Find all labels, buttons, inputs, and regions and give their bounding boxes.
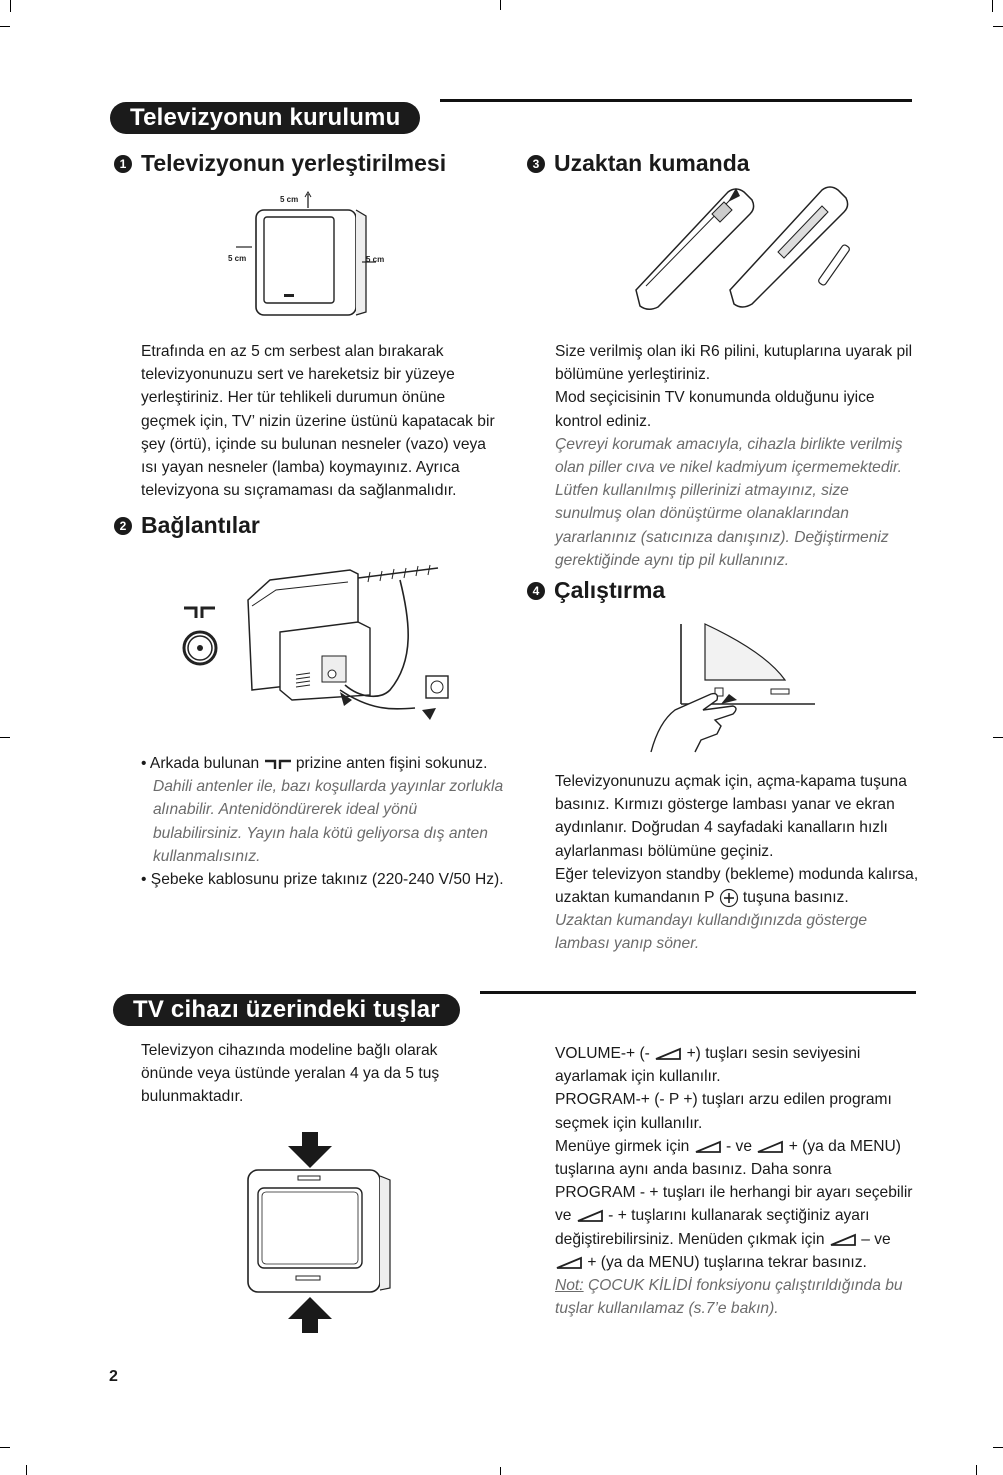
tv-buttons-intro: Televizyon cihazında modeline bağlı olarak önünde veya üstünde yeralan 4 ya da 5 tuş bulunmaktadır. (141, 1042, 440, 1106)
remote-text-2: Mod seçicisinin TV konumunda olduğunu iyice kontrol ediniz. (555, 389, 875, 430)
volume-text: VOLUME-+ (- +) tuşları sesin seviyesini ayarlamak için kullanılır. (555, 1045, 861, 1086)
crop-mark (500, 1467, 501, 1475)
crop-mark (993, 26, 1003, 27)
remote-heading (527, 150, 750, 177)
step-number: 2 (114, 517, 132, 535)
placement-heading (114, 150, 446, 177)
section-title-buttons: TV cihazı üzerindeki tuşlar (113, 994, 460, 1026)
crop-mark (0, 26, 10, 27)
placement-title: Televizyonun yerleştirilmesi (141, 150, 447, 176)
page-number: 2 (109, 1368, 118, 1385)
crop-mark (500, 0, 501, 10)
volume-icon (756, 1140, 784, 1154)
remote-note: Çevreyi korumak amacıyla, cihazla birlikte verilmiş olan piller cıva ve nikel kadmiyum içermemektedir. Lütfen kullanılmış pillerinizi atmayınız, size sunulmuş olan dönüştürme olanaklarından yararlanınız (satıcınıza danışınız). Değiştirmeniz gerektiğinde aynı tip pil kullanınız. (555, 435, 903, 569)
antenna-symbol-icon (264, 758, 292, 770)
crop-mark (10, 0, 11, 12)
volume-icon (555, 1256, 583, 1270)
remote-battery-diagram (628, 182, 873, 312)
volume-icon (694, 1140, 722, 1154)
volume-icon (654, 1047, 682, 1061)
section-rule (480, 991, 916, 994)
gap-label-top: 5 cm (280, 195, 299, 204)
tv-back-connection-diagram (240, 560, 455, 720)
operation-note: Uzaktan kumandayı kullandığınızda gösterge lambası yanıp söner. (555, 912, 868, 953)
gap-label-left: 5 cm (228, 254, 247, 263)
antenna-socket-icon (182, 604, 222, 666)
crop-mark (992, 0, 993, 12)
remote-title: Uzaktan kumanda (554, 150, 750, 176)
operation-text-1: Televizyonunuzu açmak için, açma-kapama tuşuna basınız. Kırmızı gösterge lambası yanar ve ekran aydınlanır. Doğrudan 4 sayfadaki kanalların hızlı aylarlanması bölümüne geçiniz. (555, 773, 907, 860)
crop-mark (993, 737, 1003, 738)
crop-mark (993, 1447, 1003, 1448)
step-number: 3 (527, 155, 545, 173)
connections-note: Dahili antenler ile, bazı koşullarda yayınlar zorlukla alınabilir. Antenidöndürerek ideal yönü bulabilirsiniz. Yayın hala kötü geliyorsa dış anten kullanmalısınız. (153, 778, 504, 865)
power-button-diagram (645, 622, 817, 757)
tv-placement-diagram (222, 190, 392, 325)
volume-icon (829, 1233, 857, 1247)
operation-heading (527, 577, 665, 604)
crop-mark (0, 737, 10, 738)
child-lock-note: Not: ÇOCUK KİLİDİ fonksiyonu çalıştırıldığında bu tuşlar kullanılamaz (s.7’e bakın). (555, 1277, 903, 1318)
step-number: 4 (527, 582, 545, 600)
operation-text-2: Eğer televizyon standby (bekleme) modunda kalırsa, uzaktan kumandanın P tuşuna basınız. (555, 865, 919, 907)
tv-front-buttons-diagram (240, 1130, 390, 1335)
connections-heading (114, 512, 260, 539)
connections-title: Bağlantılar (141, 512, 260, 538)
gap-label-right: 5 cm (366, 255, 385, 264)
operation-title: Çalıştırma (554, 577, 666, 603)
crop-mark (0, 1447, 10, 1448)
operation-text (555, 770, 920, 956)
step-number: 1 (114, 155, 132, 173)
remote-text-1: Size verilmiş olan iki R6 pilini, kutuplarına uyarak pil bölümüne yerleştiriniz. (555, 343, 913, 384)
connections-bullet-1: • Arkada bulunan prizine anten fişini sokunuz. (141, 755, 488, 772)
tv-buttons-text (555, 1042, 915, 1320)
placement-text: Etrafında en az 5 cm serbest alan bırakarak televizyonunuzu sert ve hareketsiz bir yüzeye yerleştiriniz. Her tür tehlikeli durumun önüne geçmek için, TV’ nizin üzerine üstünü kapatacak bir şey (örtü), içinde su bulunan nesneler (vazo) veya ısı yayan nesneler (lamba) koymayınız. Ayrıca televizyona su sıçramaması da sağlanmalıdır. (141, 343, 495, 500)
volume-icon (576, 1209, 604, 1223)
section-title-setup: Televizyonun kurulumu (110, 102, 420, 134)
connections-bullet-2: • Şebeke kablosunu prize takınız (220-240 V/50 Hz). (141, 871, 504, 889)
connections-text (141, 752, 506, 891)
section-rule (440, 99, 912, 102)
program-text: PROGRAM-+ (- P +) tuşları arzu edilen programı seçmek için kullanılır. (555, 1091, 892, 1132)
menu-text: Menüye girmek için - ve + (ya da MENU) tuşlarına aynı anda basınız. Daha sonra PROGRAM - + tuşları ile herhangi bir ayarı seçebilir ve - + tuşlarını kullanarak seçtiğiniz ayarı değiştirebilirsiniz. Menüden çıkmak için – ve + (ya da MENU) tuşlarına tekrar basınız. (555, 1137, 913, 1271)
crop-mark (26, 1465, 27, 1475)
remote-text (555, 340, 915, 572)
crop-mark (976, 1465, 977, 1475)
p-plus-button-icon (719, 888, 739, 908)
